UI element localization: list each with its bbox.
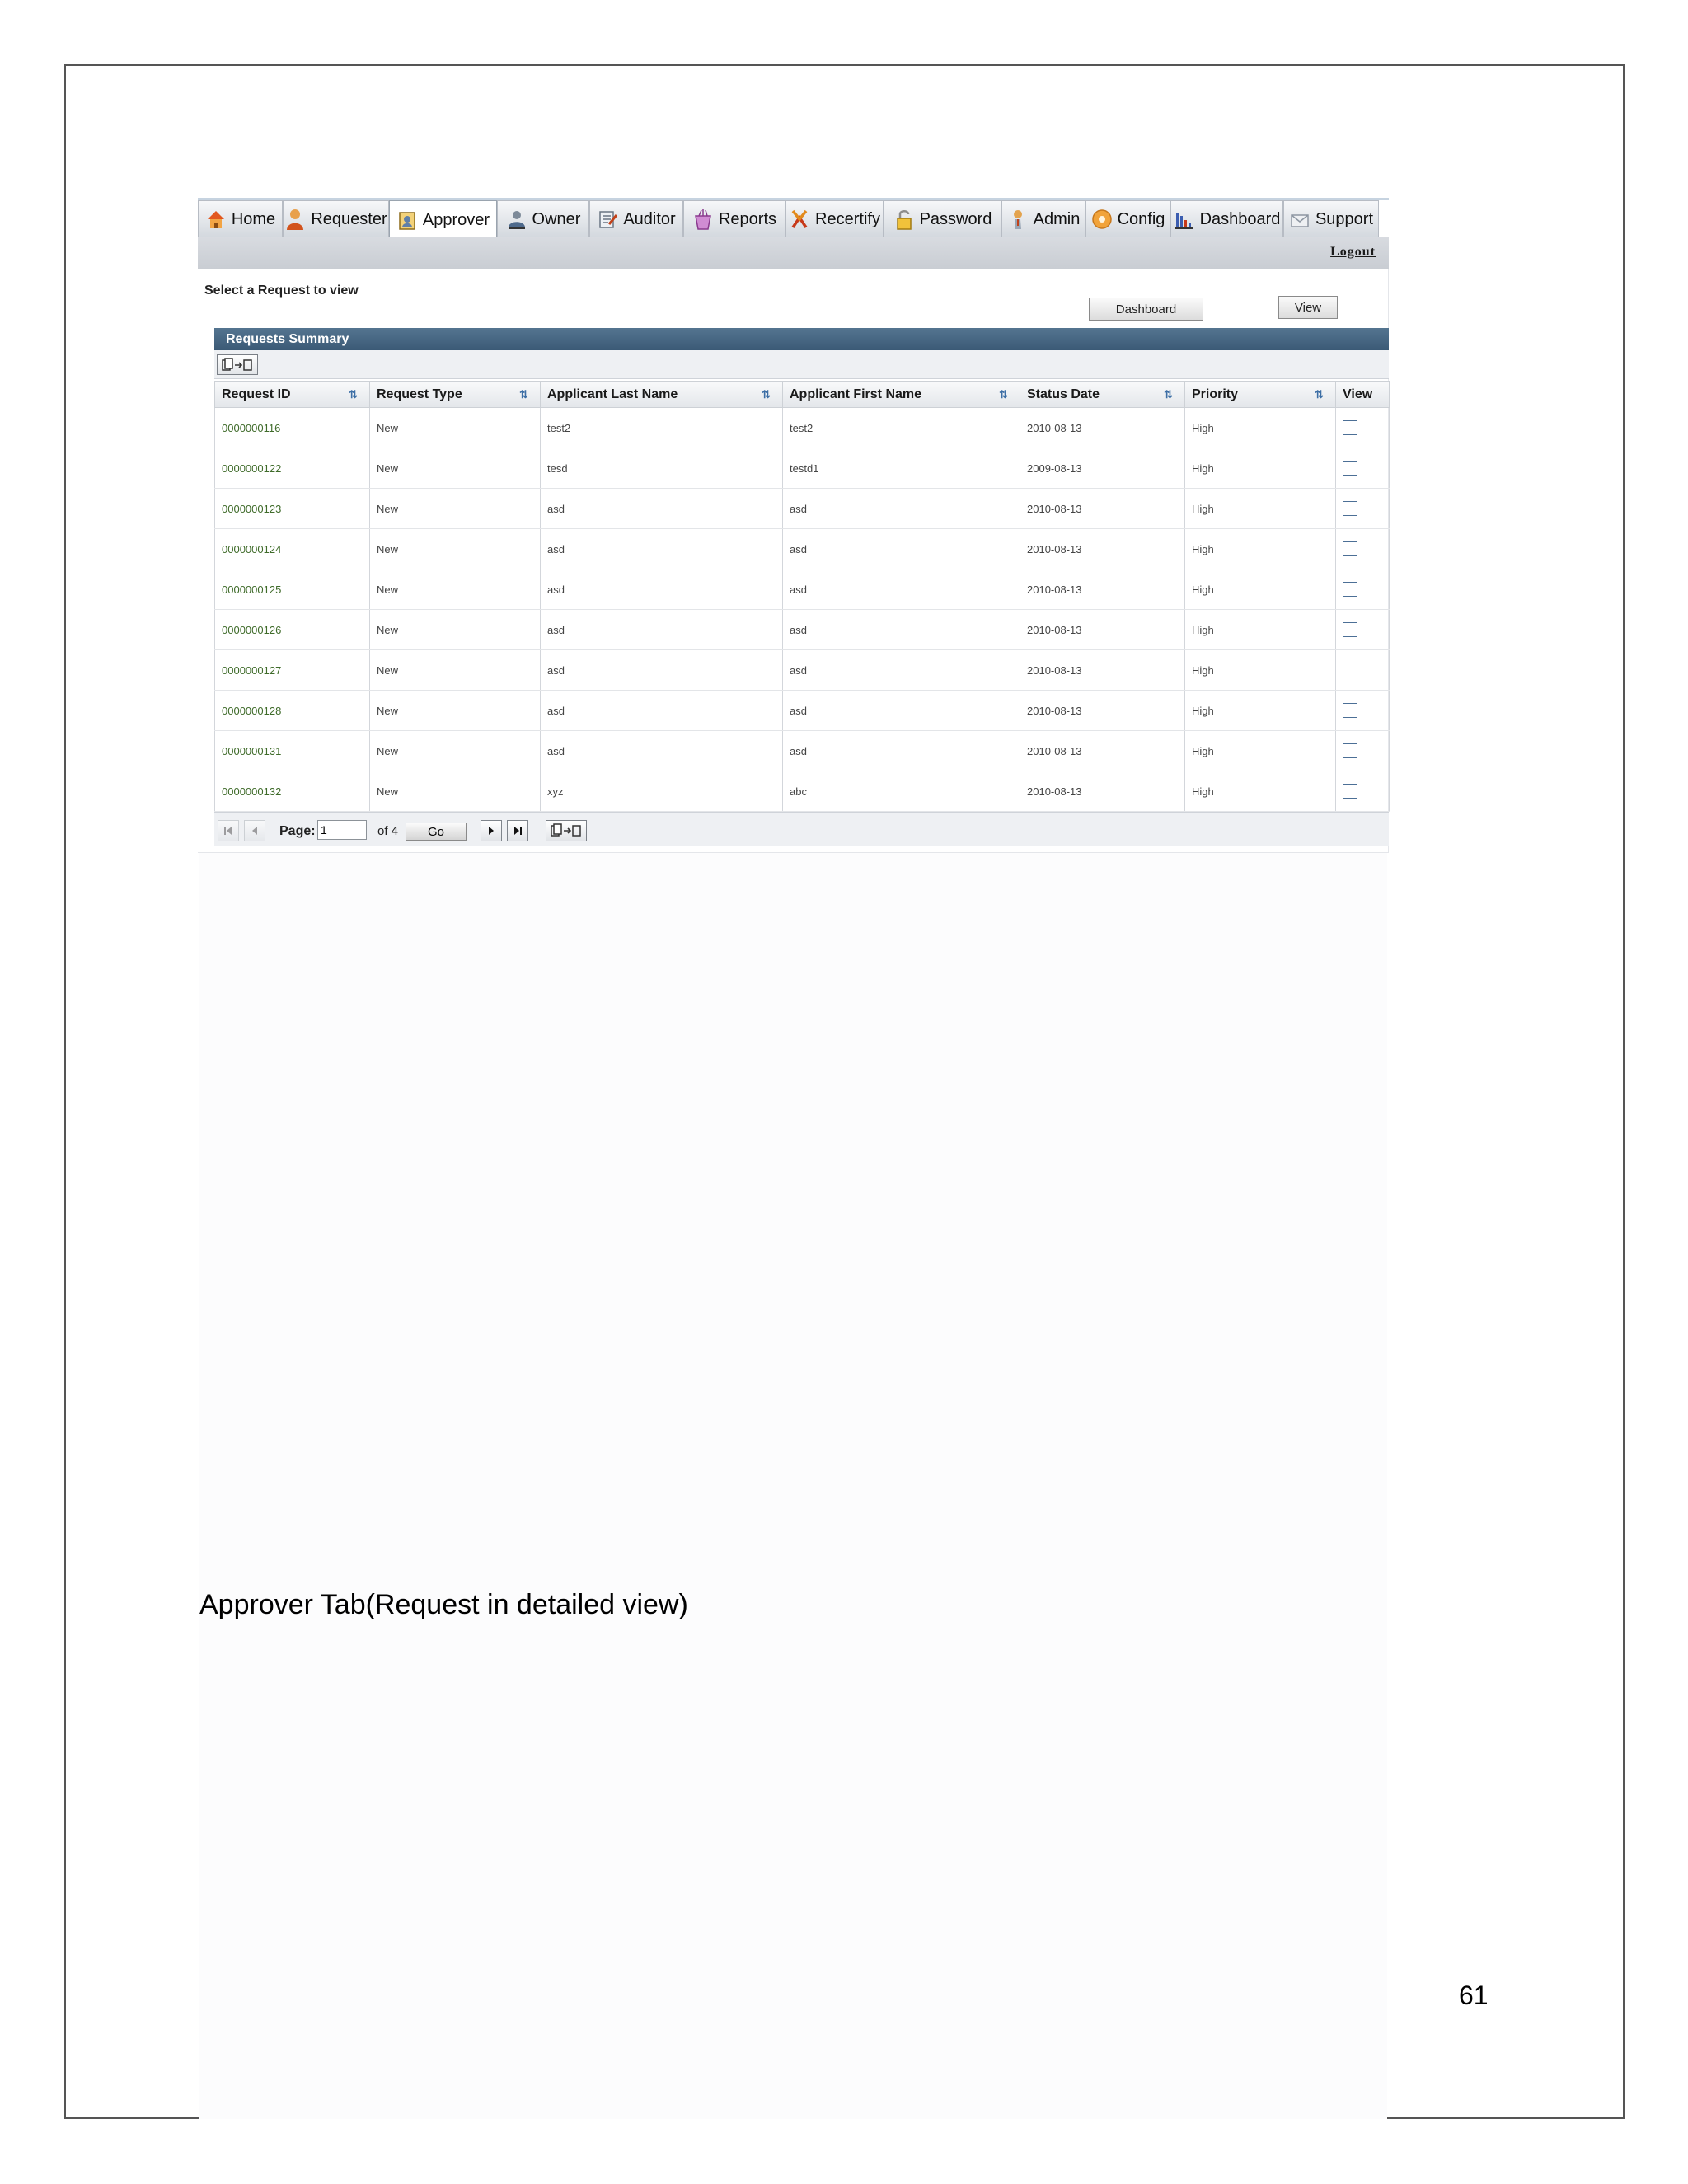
status-date-cell: 2010-08-13: [1020, 731, 1185, 771]
column-header-last-name[interactable]: Applicant Last Name ⇅: [541, 382, 783, 408]
app-screenshot: [198, 198, 1389, 853]
last-name-cell: asd: [541, 529, 783, 569]
tab-password[interactable]: [884, 200, 1001, 237]
status-date-cell: 2010-08-13: [1020, 529, 1185, 569]
requests-table: [214, 381, 1390, 812]
figure-caption: Approver Tab(Request in detailed view): [199, 1589, 688, 1620]
status-date-cell: 2010-08-13: [1020, 569, 1185, 610]
tab-label: Home: [231, 209, 276, 228]
first-name-cell: asd: [783, 691, 1020, 731]
view-cell: [1336, 529, 1390, 569]
view-checkbox[interactable]: [1343, 622, 1357, 637]
view-cell: [1336, 731, 1390, 771]
request-type-cell: New: [370, 771, 541, 812]
view-checkbox[interactable]: [1343, 703, 1357, 718]
tab-label: Approver: [422, 211, 490, 229]
column-header-first-name[interactable]: Applicant First Name ⇅: [783, 382, 1020, 408]
first-page-button[interactable]: [218, 820, 239, 841]
table-row[interactable]: [215, 610, 1390, 650]
view-cell: [1336, 448, 1390, 489]
request-id-cell[interactable]: 0000000126: [215, 610, 370, 650]
table-row[interactable]: [215, 650, 1390, 691]
home-icon: [205, 208, 227, 231]
request-type-cell: New: [370, 569, 541, 610]
view-button[interactable]: View: [1278, 296, 1338, 319]
request-type-cell: New: [370, 650, 541, 691]
prev-page-button[interactable]: [244, 820, 265, 841]
panel-toolbar: [214, 350, 1389, 379]
priority-cell: High: [1185, 569, 1336, 610]
panel-title: Requests Summary: [214, 328, 1389, 350]
next-page-button[interactable]: [481, 820, 502, 841]
table-row[interactable]: [215, 691, 1390, 731]
tab-config[interactable]: [1085, 200, 1170, 237]
view-cell: [1336, 691, 1390, 731]
priority-cell: High: [1185, 771, 1336, 812]
export-icon: [221, 358, 254, 373]
status-date-cell: 2010-08-13: [1020, 771, 1185, 812]
tab-owner[interactable]: [497, 200, 589, 237]
sort-icon[interactable]: ⇅: [762, 388, 771, 401]
first-name-cell: testd1: [783, 448, 1020, 489]
last-name-cell: asd: [541, 731, 783, 771]
last-name-cell: asd: [541, 650, 783, 691]
request-id-cell[interactable]: 0000000128: [215, 691, 370, 731]
reports-icon: [692, 208, 714, 231]
column-header-request-type[interactable]: Request Type ⇅: [370, 382, 541, 408]
last-name-cell: asd: [541, 691, 783, 731]
last-name-cell: asd: [541, 489, 783, 529]
request-type-cell: New: [370, 691, 541, 731]
first-name-cell: test2: [783, 408, 1020, 448]
last-page-button[interactable]: [507, 820, 528, 841]
instruction-text: Select a Request to view: [204, 284, 359, 298]
view-cell: [1336, 408, 1390, 448]
column-header-view: View: [1336, 382, 1390, 408]
table-row[interactable]: [215, 529, 1390, 569]
tab-requester[interactable]: [283, 200, 389, 237]
export-button[interactable]: [217, 354, 258, 375]
first-page-icon: [223, 825, 234, 837]
page-number: 61: [1459, 1980, 1489, 2010]
request-type-cell: New: [370, 610, 541, 650]
last-name-cell: xyz: [541, 771, 783, 812]
tab-auditor[interactable]: [589, 200, 683, 237]
first-name-cell: abc: [783, 771, 1020, 812]
next-page-icon: [485, 825, 497, 837]
config-icon: [1091, 208, 1113, 231]
view-cell: [1336, 650, 1390, 691]
sort-icon[interactable]: ⇅: [999, 388, 1008, 401]
auditor-icon: [597, 208, 618, 231]
view-cell: [1336, 771, 1390, 812]
view-checkbox[interactable]: [1343, 420, 1357, 435]
priority-cell: High: [1185, 610, 1336, 650]
priority-cell: High: [1185, 691, 1336, 731]
column-header-status-date[interactable]: Status Date ⇅: [1020, 382, 1185, 408]
request-type-cell: New: [370, 529, 541, 569]
tab-dashboard[interactable]: [1170, 200, 1283, 237]
last-page-icon: [512, 825, 523, 837]
table-row[interactable]: [215, 448, 1390, 489]
status-date-cell: 2010-08-13: [1020, 650, 1185, 691]
request-type-cell: New: [370, 731, 541, 771]
first-name-cell: asd: [783, 489, 1020, 529]
person-icon: [284, 208, 306, 231]
request-type-cell: New: [370, 448, 541, 489]
view-cell: [1336, 610, 1390, 650]
status-date-cell: 2009-08-13: [1020, 448, 1185, 489]
view-checkbox[interactable]: [1343, 743, 1357, 758]
tab-admin[interactable]: [1001, 200, 1085, 237]
page-count-label: of 4: [377, 824, 399, 838]
tab-support[interactable]: [1283, 200, 1379, 237]
table-row[interactable]: [215, 731, 1390, 771]
tab-reports[interactable]: [683, 200, 785, 237]
tab-label: Dashboard: [1199, 209, 1281, 228]
status-date-cell: 2010-08-13: [1020, 408, 1185, 448]
first-name-cell: asd: [783, 529, 1020, 569]
priority-cell: High: [1185, 408, 1336, 448]
first-name-cell: asd: [783, 569, 1020, 610]
request-id-cell[interactable]: 0000000116: [215, 408, 370, 448]
tab-label: Password: [919, 209, 992, 228]
last-name-cell: test2: [541, 408, 783, 448]
export-button-bottom[interactable]: [546, 820, 587, 841]
status-date-cell: 2010-08-13: [1020, 691, 1185, 731]
tab-label: Support: [1315, 209, 1374, 228]
envelope-icon: [1289, 208, 1311, 231]
status-date-cell: 2010-08-13: [1020, 489, 1185, 529]
prev-page-icon: [249, 825, 260, 837]
sort-icon[interactable]: ⇅: [349, 388, 358, 401]
priority-cell: High: [1185, 529, 1336, 569]
table-header-row: [215, 382, 1390, 408]
view-checkbox[interactable]: [1343, 501, 1357, 516]
page-number-input[interactable]: [317, 820, 367, 840]
request-id-cell[interactable]: 0000000123: [215, 489, 370, 529]
tab-label: Recertify: [815, 209, 880, 228]
tab-label: Config: [1117, 209, 1165, 228]
first-name-cell: asd: [783, 610, 1020, 650]
request-id-cell[interactable]: 0000000132: [215, 771, 370, 812]
view-cell: [1336, 489, 1390, 529]
view-checkbox[interactable]: [1343, 461, 1357, 476]
column-header-request-id[interactable]: Request ID ⇅: [215, 382, 370, 408]
admin-icon: [1007, 208, 1029, 231]
last-name-cell: tesd: [541, 448, 783, 489]
priority-cell: High: [1185, 650, 1336, 691]
view-checkbox[interactable]: [1343, 541, 1357, 556]
logout-link[interactable]: Logout: [1330, 245, 1376, 259]
priority-cell: High: [1185, 731, 1336, 771]
dashboard-button[interactable]: Dashboard: [1089, 298, 1203, 321]
tab-label: Admin: [1033, 209, 1081, 228]
request-id-cell[interactable]: 0000000131: [215, 731, 370, 771]
tab-recertify[interactable]: [785, 200, 884, 237]
request-id-cell[interactable]: 0000000122: [215, 448, 370, 489]
table-row[interactable]: [215, 569, 1390, 610]
view-checkbox[interactable]: [1343, 784, 1357, 799]
tab-label: Requester: [311, 209, 387, 228]
first-name-cell: asd: [783, 650, 1020, 691]
tab-label: Owner: [532, 209, 581, 228]
export-icon: [550, 823, 583, 838]
tab-home[interactable]: [198, 200, 283, 237]
sort-icon[interactable]: ⇅: [1164, 388, 1173, 401]
recertify-icon: [789, 208, 810, 231]
tab-label: Auditor: [623, 209, 676, 228]
page-label: Page:: [279, 824, 316, 838]
view-cell: [1336, 569, 1390, 610]
header-bar: [198, 237, 1389, 269]
view-checkbox[interactable]: [1343, 582, 1357, 597]
go-button[interactable]: Go: [406, 823, 467, 841]
last-name-cell: asd: [541, 610, 783, 650]
request-id-cell[interactable]: 0000000125: [215, 569, 370, 610]
first-name-cell: asd: [783, 731, 1020, 771]
table-row[interactable]: [215, 408, 1390, 448]
priority-cell: High: [1185, 489, 1336, 529]
table-row[interactable]: [215, 771, 1390, 812]
sort-icon[interactable]: ⇅: [519, 388, 528, 401]
pagination-bar: [214, 812, 1389, 846]
request-type-cell: New: [370, 408, 541, 448]
bar-chart-icon: [1174, 208, 1195, 231]
lock-icon: [893, 208, 915, 231]
request-type-cell: New: [370, 489, 541, 529]
last-name-cell: asd: [541, 569, 783, 610]
status-date-cell: 2010-08-13: [1020, 610, 1185, 650]
priority-cell: High: [1185, 448, 1336, 489]
owner-icon: [506, 208, 528, 231]
tab-label: Reports: [718, 209, 777, 228]
column-header-priority[interactable]: Priority ⇅: [1185, 382, 1336, 408]
request-id-cell[interactable]: 0000000127: [215, 650, 370, 691]
approver-icon: [396, 209, 418, 232]
table-row[interactable]: [215, 489, 1390, 529]
page-background: [199, 849, 1387, 2119]
sort-icon[interactable]: ⇅: [1315, 388, 1324, 401]
tab-approver[interactable]: [389, 200, 497, 240]
view-checkbox[interactable]: [1343, 663, 1357, 677]
main-tab-bar: [198, 198, 1389, 237]
request-id-cell[interactable]: 0000000124: [215, 529, 370, 569]
